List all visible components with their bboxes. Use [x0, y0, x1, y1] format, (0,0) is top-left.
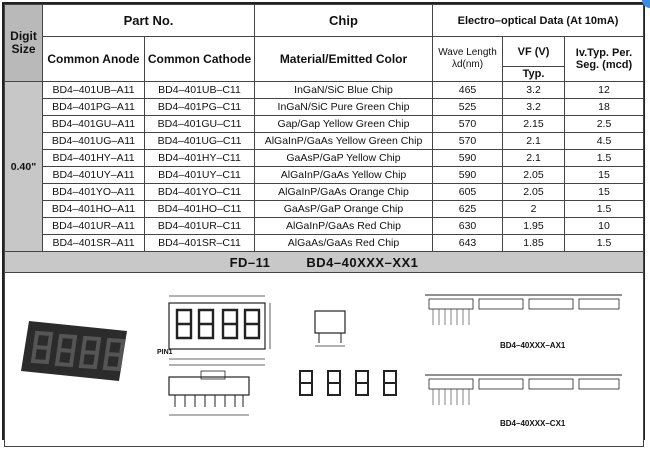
- iv-value: 2.5: [565, 116, 644, 133]
- material-color: AlGaInP/GaAs Yellow Chip: [255, 167, 433, 184]
- wavelength-value: 525: [433, 99, 503, 116]
- material-color: GaAsP/GaP Yellow Chip: [255, 150, 433, 167]
- material-color: Gap/Gap Yellow Green Chip: [255, 116, 433, 133]
- part-no-header: Part No.: [43, 5, 255, 37]
- wavelength-value: 590: [433, 150, 503, 167]
- material-color: AlGaAs/GaAs Red Chip: [255, 235, 433, 252]
- drawings-area: [5, 273, 644, 447]
- iv-value: 15: [565, 167, 644, 184]
- iv-value: 10: [565, 218, 644, 235]
- table-row: [5, 184, 644, 201]
- anode-part-no: BD4–401GU–A11: [43, 116, 145, 133]
- cathode-part-no: BD4–401UB–C11: [145, 82, 255, 99]
- table-row: [5, 201, 644, 218]
- anode-part-no: BD4–401PG–A11: [43, 99, 145, 116]
- wavelength-value: 605: [433, 184, 503, 201]
- anode-part-no: BD4–401YO–A11: [43, 184, 145, 201]
- iv-value: 1.5: [565, 150, 644, 167]
- model-series: BD4–40XXX–XX1: [306, 254, 419, 270]
- anode-part-no: BD4–401UB–A11: [43, 82, 145, 99]
- display-product-photo: [19, 311, 134, 389]
- cathode-part-no: BD4–401UY–C11: [145, 167, 255, 184]
- anode-part-no: BD4–401HO–A11: [43, 201, 145, 218]
- wavelength-value: 643: [433, 235, 503, 252]
- table-row: [5, 235, 644, 252]
- table-row: [5, 167, 644, 184]
- anode-circuit-diagram: [417, 281, 632, 341]
- bottom-view-drawing: [155, 365, 275, 423]
- cathode-part-no: BD4–401GU–C11: [145, 116, 255, 133]
- iv-value: 15: [565, 184, 644, 201]
- chip-header: Chip: [255, 5, 433, 37]
- material-color: AlGaInP/GaAs Orange Chip: [255, 184, 433, 201]
- anode-part-no: BD4–401UG–A11: [43, 133, 145, 150]
- iv-value: 4.5: [565, 133, 644, 150]
- table-row: [5, 218, 644, 235]
- cathode-part-no: BD4–401HO–C11: [145, 201, 255, 218]
- dimension-drawing: [155, 293, 275, 373]
- material-color: GaAsP/GaP Orange Chip: [255, 201, 433, 218]
- vf-value: 2: [503, 201, 565, 218]
- iv-value: 1.5: [565, 201, 644, 218]
- table-row: [5, 82, 644, 99]
- spec-table: [4, 4, 644, 447]
- material-color: AlGaInP/GaAs Red Chip: [255, 218, 433, 235]
- segment-layout-drawing: [290, 361, 410, 411]
- cathode-part-no: BD4–401HY–C11: [145, 150, 255, 167]
- vf-header: VF (V): [503, 37, 565, 67]
- table-row: [5, 116, 644, 133]
- wavelength-header: Wave Length λd(nm): [433, 37, 503, 82]
- digit-size-value: 0.40": [5, 82, 43, 252]
- cathode-part-no: BD4–401UG–C11: [145, 133, 255, 150]
- pin1-label: PIN1: [157, 349, 173, 356]
- vf-value: 1.85: [503, 235, 565, 252]
- vf-value: 3.2: [503, 82, 565, 99]
- anode-part-no: BD4–401UR–A11: [43, 218, 145, 235]
- vf-value: 3.2: [503, 99, 565, 116]
- iv-value: 1.5: [565, 235, 644, 252]
- electro-optical-header: Electro–optical Data (At 10mA): [433, 5, 644, 37]
- iv-value: 18: [565, 99, 644, 116]
- vf-value: 2.1: [503, 150, 565, 167]
- cathode-part-no: BD4–401SR–C11: [145, 235, 255, 252]
- anode-diagram-label: BD4–40XXX–AX1: [500, 341, 566, 350]
- digit-size-header: Digit Size: [5, 5, 43, 82]
- material-color: InGaN/SiC Pure Green Chip: [255, 99, 433, 116]
- model-banner: [5, 252, 644, 273]
- vf-value: 2.1: [503, 133, 565, 150]
- vf-value: 2.05: [503, 184, 565, 201]
- table-row: [5, 99, 644, 116]
- wavelength-value: 570: [433, 116, 503, 133]
- cathode-part-no: BD4–401YO–C11: [145, 184, 255, 201]
- wavelength-value: 570: [433, 133, 503, 150]
- material-color: InGaN/SiC Blue Chip: [255, 82, 433, 99]
- model-code: FD–11: [229, 254, 271, 270]
- material-header: Material/Emitted Color: [255, 37, 433, 82]
- wavelength-value: 630: [433, 218, 503, 235]
- table-row: [5, 133, 644, 150]
- iv-header: Iv.Typ. Per. Seg. (mcd): [565, 37, 644, 82]
- vf-value: 2.05: [503, 167, 565, 184]
- cathode-diagram-label: BD4–40XXX–CX1: [500, 419, 566, 428]
- common-anode-header: Common Anode: [43, 37, 145, 82]
- wavelength-value: 465: [433, 82, 503, 99]
- anode-part-no: BD4–401UY–A11: [43, 167, 145, 184]
- material-color: AlGaInP/GaAs Yellow Green Chip: [255, 133, 433, 150]
- typ-header: Typ.: [503, 67, 565, 82]
- cathode-part-no: BD4–401PG–C11: [145, 99, 255, 116]
- anode-part-no: BD4–401SR–A11: [43, 235, 145, 252]
- wavelength-value: 625: [433, 201, 503, 218]
- iv-value: 12: [565, 82, 644, 99]
- cathode-circuit-diagram: [417, 361, 632, 421]
- anode-part-no: BD4–401HY–A11: [43, 150, 145, 167]
- table-row: [5, 150, 644, 167]
- vf-value: 1.95: [503, 218, 565, 235]
- side-view-drawing: [305, 308, 355, 348]
- wavelength-value: 590: [433, 167, 503, 184]
- vf-value: 2.15: [503, 116, 565, 133]
- common-cathode-header: Common Cathode: [145, 37, 255, 82]
- cathode-part-no: BD4–401UR–C11: [145, 218, 255, 235]
